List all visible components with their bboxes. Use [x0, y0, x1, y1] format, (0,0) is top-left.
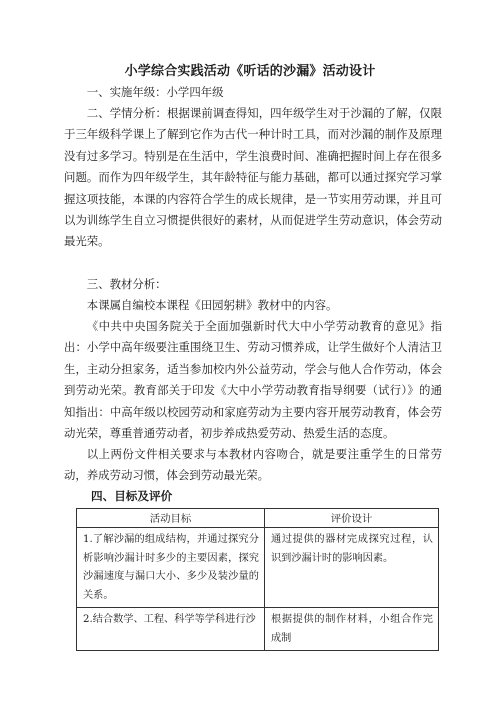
grade-line: 一、实施年级：小学四年级 [86, 85, 224, 99]
table-header-row [77, 509, 439, 528]
table-cell-goal: 1.了解沙漏的组成结构，并通过探究分析影响沙漏计时多少的主要因素，探究沙漏速度与漏口大小、多少及装沙量的关系。 [77, 528, 265, 608]
material-heading: 三、教材分析： [86, 277, 167, 291]
table-row [77, 528, 439, 608]
table-cell-evaluation: 根据提供的制作材料，小组合作完成制 [265, 608, 439, 651]
material-paragraph-1: 本课属自编校本课程《田园躬耕》教材中的内容。 [86, 298, 338, 312]
table-row [77, 608, 439, 651]
table-header-evaluation: 评价设计 [265, 509, 439, 528]
analysis-heading: 二、学情分析： [86, 106, 168, 120]
analysis-text: 根据课前调查得知，四年级学生对于沙漏的了解，仅限于三年级科学课上了解到它作为古代一种计时工具，而对沙漏的制作及原理没有过多学习。特别是在生活中，学生浪费时间、准确把握时间上存在很多问题。而作为四年级学生，其年龄特征与能力基础，都可以通过探究学习掌握这项技能，本课的内容符合学生的成长规律，是一节实用劳动课，并且可以为训练学生自立习惯提供很好的素材，从而促进学生劳动意识，体会劳动最光荣。 [64, 106, 442, 249]
table-cell-goal: 2.结合数学、工程、科学等学科进行沙 [77, 608, 265, 651]
material-paragraph-2: 《中共中央国务院关于全面加强新时代大中小学劳动教育的意见》指出：小学中高年级要注重围绕卫生、劳动习惯养成，让学生做好个人清洁卫生，主动分担家务，适当参加校内外公益劳动，学会与他人合作劳动，体会到劳动光荣。教育部关于印发《大中小学劳动教育指导纲要（试行）》的通知指出：中高年级以校园劳动和家庭劳动为主要内容开展劳动教育，体会劳动光荣，尊重普通劳动者，初步养成热爱劳动、热爱生活的态度。 [64, 319, 442, 441]
table-header-goal: 活动目标 [77, 509, 265, 528]
document-title: 小学综合实践活动《听话的沙漏》活动设计 [124, 64, 376, 79]
goals-table [76, 508, 439, 651]
material-paragraph-3: 以上两份文件相关要求与本教材内容吻合，就是要注重学生的日常劳动，养成劳动习惯，体会到劳动最光荣。 [64, 447, 442, 483]
analysis-paragraph [64, 103, 442, 253]
goals-heading: 四、目标及评价 [91, 489, 173, 503]
table-cell-evaluation: 通过提供的器材完成探究过程，认识到沙漏计时的影响因素。 [265, 528, 439, 608]
